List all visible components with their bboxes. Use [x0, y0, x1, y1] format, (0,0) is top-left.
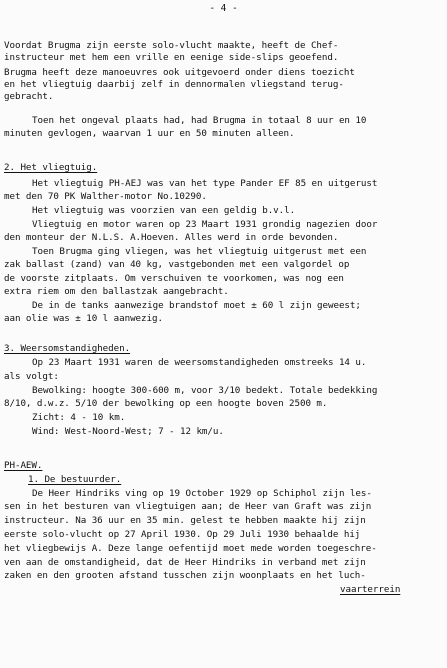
text-line: en het vliegtuig daarbij zelf in dennormalen vliegstand terug-	[4, 79, 344, 90]
text-line: Op 23 Maart 1931 waren de weersomstandigheden omstreeks 14 u.	[32, 357, 367, 368]
text-line: Wind: West-Noord-West; 7 - 12 km/u.	[32, 426, 224, 437]
text-line: eerste solo-vlucht op 27 April 1930. Op 29 Juli 1930 behaalde hij	[4, 529, 361, 540]
text-line: Voordat Brugma zijn eerste solo-vlucht maakte, heeft de Chef-	[4, 40, 339, 51]
section-heading: 1. De bestuurder.	[28, 474, 122, 485]
text-line: als volgt:	[4, 371, 59, 382]
text-line: instructeur met hem een vrille en eenige side-slips geoefend.	[4, 52, 339, 63]
section-heading: PH-AEW.	[4, 460, 43, 471]
text-line: zak ballast (zand) van 40 kg, vastgebonden met een valgordel op	[4, 259, 350, 270]
text-line: sen in het besturen van vliegtuigen aan; de Heer van Graft was zijn	[4, 501, 372, 512]
page-number: - 4 -	[209, 3, 238, 14]
section-heading: 2. Het vliegtuig.	[4, 162, 98, 173]
text-line: Brugma heeft deze manoeuvres ook uitgevoerd onder diens toezicht	[4, 67, 355, 78]
text-line: Toen het ongeval plaats had, had Brugma in totaal 8 uur en 10	[32, 115, 367, 126]
text-line: het vliegbewijs A. Deze lange oefentijd moet mede worden toegeschre-	[4, 543, 377, 554]
text-line: Zicht: 4 - 10 km.	[32, 412, 126, 423]
text-line: 8/10, d.w.z. 5/10 der bewolking op een hoogte boven 2500 m.	[4, 398, 328, 409]
text-line: met den 70 PK Walther-motor No.10290.	[4, 191, 207, 202]
text-line: De in de tanks aanwezige brandstof moet ± 60 l zijn geweest;	[32, 300, 361, 311]
text-line: minuten gevlogen, waarvan 1 uur en 50 minuten alleen.	[4, 128, 295, 139]
section-heading: vaarterrein	[340, 584, 401, 595]
text-line: instructeur. Na 36 uur en 35 min. gelest te hebben maakte hij zijn	[4, 515, 366, 526]
section-heading: 3. Weersomstandigheden.	[4, 343, 131, 354]
text-line: Vliegtuig en motor waren op 23 Maart 1931 grondig nagezien door	[32, 219, 378, 230]
text-line: extra riem om den ballastzak aangebracht.	[4, 286, 229, 297]
text-line: ven aan de omstandigheid, dat de Heer Hindriks in verband met zijn	[4, 557, 366, 568]
text-line: aan olie was ± 10 l aanwezig.	[4, 313, 163, 324]
text-line: gebracht.	[4, 91, 54, 102]
text-line: De Heer Hindriks ving op 19 October 1929 op Schiphol zijn les-	[32, 488, 372, 499]
text-line: de voorste zitplaats. Om verschuiven te voorkomen, was nog een	[4, 273, 344, 284]
text-line: Bewolking: hoogte 300-600 m, voor 3/10 bedekt. Totale bedekking	[32, 385, 378, 396]
text-line: Toen Brugma ging vliegen, was het vliegtuig uitgerust met een	[32, 246, 367, 257]
text-line: zaken en den grooten afstand tusschen zijn woonplaats en het luch-	[4, 570, 366, 581]
text-line: Het vliegtuig PH-AEJ was van het type Pander EF 85 en uitgerust	[32, 178, 378, 189]
text-line: Het vliegtuig was voorzien van een geldig b.v.l.	[32, 205, 296, 216]
text-line: den monteur der N.L.S. A.Hoeven. Alles werd in orde bevonden.	[4, 232, 339, 243]
